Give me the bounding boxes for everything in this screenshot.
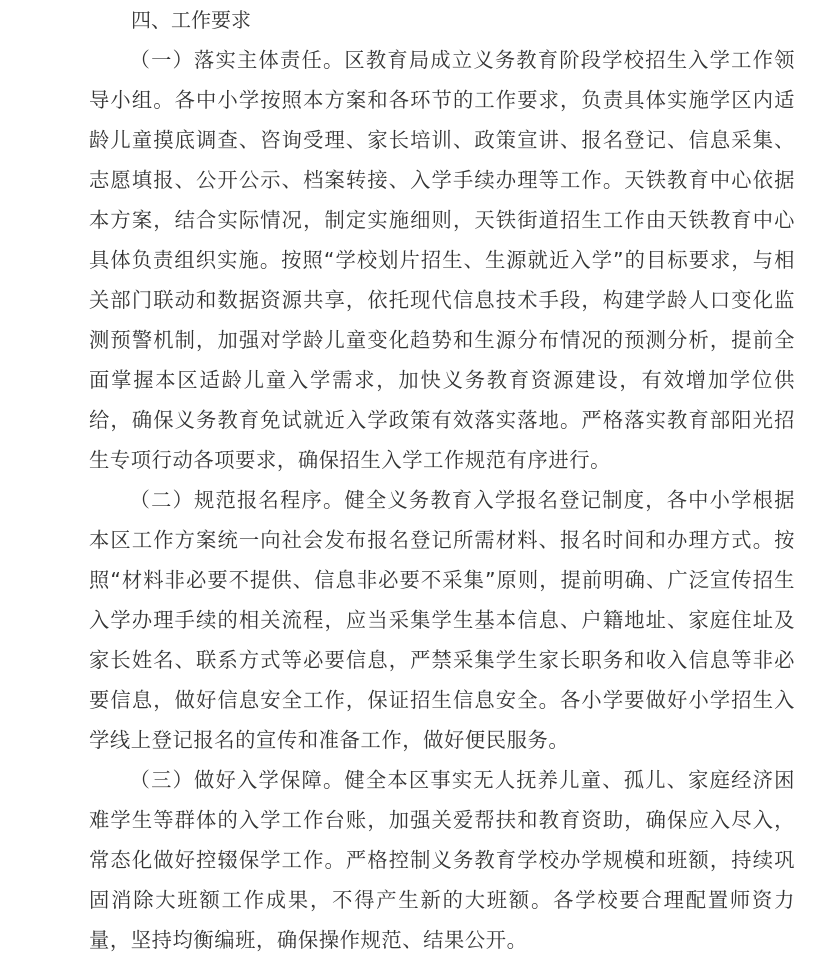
paragraph-enrollment-guarantee: （三）做好入学保障。健全本区事实无人抚养儿童、孤儿、家庭经济困难学生等群体的入学工作台账，加强关爱帮扶和教育资助，确保应入尽入，常态化做好控辍保学工作。严格控制义务教育学校办学规模和班额，持续巩固消除大班额工作成果，不得产生新的大班额。各学校要合理配置师资力量，坚持均衡编班，确保操作规范、结果公开。 (89, 768, 795, 952)
section-heading: 四、工作要求 (131, 8, 251, 32)
paragraph-registration: （二）规范报名程序。健全义务教育入学报名登记制度，各中小学根据本区工作方案统一向社会发布报名登记所需材料、报名时间和办理方式。按照“材料非必要不提供、信息非必要不采集”原则，提前明确、广泛宣传招生入学办理手续的相关流程，应当采集学生基本信息、户籍地址、家庭住址及家长姓名、联系方式等必要信息，严禁采集学生家长职务和收入信息等非必要信息，做好信息安全工作，保证招生信息安全。各小学要做好小学招生入学线上登记报名的宣传和准备工作，做好便民服务。 (89, 488, 795, 752)
document-body (89, 0, 795, 960)
paragraph-responsibility: （一）落实主体责任。区教育局成立义务教育阶段学校招生入学工作领导小组。各中小学按照本方案和各环节的工作要求，负责具体实施学区内适龄儿童摸底调查、咨询受理、家长培训、政策宣讲、报名登记、信息采集、志愿填报、公开公示、档案转接、入学手续办理等工作。天铁教育中心依据本方案，结合实际情况，制定实施细则，天铁街道招生工作由天铁教育中心具体负责组织实施。按照“学校划片招生、生源就近入学”的目标要求，与相关部门联动和数据资源共享，依托现代信息技术手段，构建学龄人口变化监测预警机制，加强对学龄儿童变化趋势和生源分布情况的预测分析，提前全面掌握本区适龄儿童入学需求，加快义务教育资源建设，有效增加学位供给，确保义务教育免试就近入学政策有效落实落地。严格落实教育部阳光招生专项行动各项要求，确保招生入学工作规范有序进行。 (89, 48, 795, 472)
